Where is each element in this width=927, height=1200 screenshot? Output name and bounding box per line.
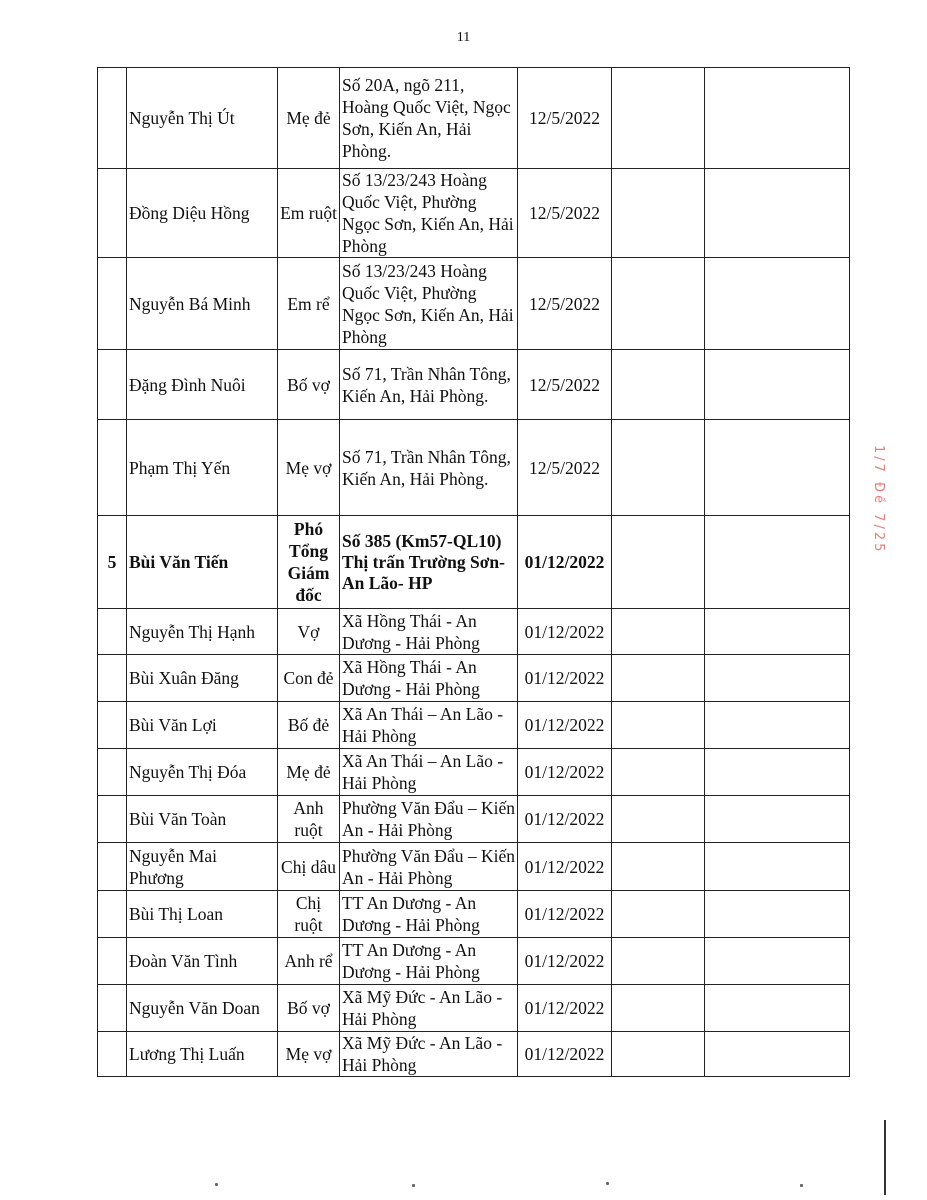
person-name-cell: Lương Thị Luấn bbox=[127, 1032, 278, 1077]
side-stamp-mark: 1/7 Đề 7/25 bbox=[871, 445, 886, 555]
address-cell: Số 71, Trần Nhân Tông, Kiến An, Hải Phòng. bbox=[340, 420, 518, 516]
empty-cell bbox=[612, 749, 705, 796]
page-number: 11 bbox=[456, 30, 471, 45]
table-row bbox=[98, 702, 850, 749]
table-body bbox=[98, 68, 850, 1077]
table-row bbox=[98, 843, 850, 891]
person-name-cell: Nguyễn Bá Minh bbox=[127, 258, 278, 350]
address-cell: Số 385 (Km57-QL10) Thị trấn Trường Sơn- An Lão- HP bbox=[340, 516, 518, 609]
table-row bbox=[98, 749, 850, 796]
row-number-cell bbox=[98, 609, 127, 655]
relationship-cell: Chị ruột bbox=[278, 891, 340, 938]
empty-cell bbox=[705, 1032, 850, 1077]
scan-edge-line bbox=[884, 1120, 886, 1195]
empty-cell bbox=[612, 938, 705, 985]
table-row bbox=[98, 516, 850, 609]
relationship-cell: Mẹ vợ bbox=[278, 1032, 340, 1077]
empty-cell bbox=[705, 169, 850, 258]
address-cell: Phường Văn Đẩu – Kiến An - Hải Phòng bbox=[340, 843, 518, 891]
date-cell: 01/12/2022 bbox=[518, 891, 612, 938]
person-name-cell: Nguyễn Mai Phương bbox=[127, 843, 278, 891]
relationship-cell: Mẹ đẻ bbox=[278, 68, 340, 169]
empty-cell bbox=[705, 702, 850, 749]
person-name-cell: Nguyễn Thị Hạnh bbox=[127, 609, 278, 655]
scan-speck bbox=[606, 1182, 609, 1185]
relationship-cell: Anh ruột bbox=[278, 796, 340, 843]
empty-cell bbox=[705, 420, 850, 516]
empty-cell bbox=[705, 609, 850, 655]
row-number-cell bbox=[98, 796, 127, 843]
date-cell: 12/5/2022 bbox=[518, 420, 612, 516]
address-cell: Xã Hồng Thái - An Dương - Hải Phòng bbox=[340, 655, 518, 702]
table-row bbox=[98, 985, 850, 1032]
table-row bbox=[98, 258, 850, 350]
person-name-cell: Bùi Văn Lợi bbox=[127, 702, 278, 749]
date-cell: 12/5/2022 bbox=[518, 169, 612, 258]
table-row bbox=[98, 609, 850, 655]
person-name-cell: Đồng Diệu Hồng bbox=[127, 169, 278, 258]
person-name-cell: Đoàn Văn Tình bbox=[127, 938, 278, 985]
empty-cell bbox=[612, 843, 705, 891]
relationship-cell: Bố vợ bbox=[278, 350, 340, 420]
address-cell: Xã Mỹ Đức - An Lão - Hải Phòng bbox=[340, 1032, 518, 1077]
relationship-cell: Con đẻ bbox=[278, 655, 340, 702]
scan-speck bbox=[215, 1183, 218, 1186]
relationship-cell: Bố đẻ bbox=[278, 702, 340, 749]
scan-speck bbox=[800, 1184, 803, 1187]
date-cell: 01/12/2022 bbox=[518, 516, 612, 609]
row-number-cell bbox=[98, 891, 127, 938]
empty-cell bbox=[612, 350, 705, 420]
table-row bbox=[98, 169, 850, 258]
relatives-table bbox=[97, 67, 850, 1077]
address-cell: Xã Mỹ Đức - An Lão - Hải Phòng bbox=[340, 985, 518, 1032]
row-number-cell bbox=[98, 938, 127, 985]
empty-cell bbox=[612, 169, 705, 258]
empty-cell bbox=[612, 420, 705, 516]
relationship-cell: Chị dâu bbox=[278, 843, 340, 891]
date-cell: 01/12/2022 bbox=[518, 843, 612, 891]
person-name-cell: Phạm Thị Yến bbox=[127, 420, 278, 516]
empty-cell bbox=[612, 516, 705, 609]
empty-cell bbox=[612, 702, 705, 749]
relationship-cell: Mẹ vợ bbox=[278, 420, 340, 516]
row-number-cell bbox=[98, 420, 127, 516]
address-cell: Xã An Thái – An Lão - Hải Phòng bbox=[340, 702, 518, 749]
empty-cell bbox=[612, 1032, 705, 1077]
table-row bbox=[98, 938, 850, 985]
empty-cell bbox=[705, 796, 850, 843]
empty-cell bbox=[705, 749, 850, 796]
row-number-cell bbox=[98, 655, 127, 702]
address-cell: TT An Dương - An Dương - Hải Phòng bbox=[340, 891, 518, 938]
empty-cell bbox=[705, 985, 850, 1032]
empty-cell bbox=[705, 938, 850, 985]
relationship-cell: Mẹ đẻ bbox=[278, 749, 340, 796]
empty-cell bbox=[612, 655, 705, 702]
address-cell: Phường Văn Đẩu – Kiến An - Hải Phòng bbox=[340, 796, 518, 843]
person-name-cell: Bùi Thị Loan bbox=[127, 891, 278, 938]
date-cell: 01/12/2022 bbox=[518, 985, 612, 1032]
address-cell: Số 71, Trần Nhân Tông, Kiến An, Hải Phòng. bbox=[340, 350, 518, 420]
row-number-cell bbox=[98, 843, 127, 891]
address-cell: TT An Dương - An Dương - Hải Phòng bbox=[340, 938, 518, 985]
person-name-cell: Bùi Văn Toàn bbox=[127, 796, 278, 843]
table-row bbox=[98, 655, 850, 702]
address-cell: Xã Hồng Thái - An Dương - Hải Phòng bbox=[340, 609, 518, 655]
person-name-cell: Nguyễn Văn Doan bbox=[127, 985, 278, 1032]
empty-cell bbox=[705, 843, 850, 891]
date-cell: 01/12/2022 bbox=[518, 749, 612, 796]
table-row bbox=[98, 68, 850, 169]
table-row bbox=[98, 1032, 850, 1077]
row-number-cell bbox=[98, 350, 127, 420]
empty-cell bbox=[612, 68, 705, 169]
relationship-cell: Em ruột bbox=[278, 169, 340, 258]
empty-cell bbox=[705, 350, 850, 420]
table-row bbox=[98, 796, 850, 843]
relationship-cell: Bố vợ bbox=[278, 985, 340, 1032]
row-number-cell: 5 bbox=[98, 516, 127, 609]
person-name-cell: Nguyễn Thị Đóa bbox=[127, 749, 278, 796]
row-number-cell bbox=[98, 169, 127, 258]
table-row bbox=[98, 891, 850, 938]
row-number-cell bbox=[98, 68, 127, 169]
empty-cell bbox=[705, 516, 850, 609]
row-number-cell bbox=[98, 749, 127, 796]
person-name-cell: Bùi Xuân Đăng bbox=[127, 655, 278, 702]
person-name-cell: Đặng Đình Nuôi bbox=[127, 350, 278, 420]
date-cell: 01/12/2022 bbox=[518, 1032, 612, 1077]
scan-speck bbox=[412, 1184, 415, 1187]
empty-cell bbox=[612, 796, 705, 843]
address-cell: Xã An Thái – An Lão - Hải Phòng bbox=[340, 749, 518, 796]
empty-cell bbox=[705, 68, 850, 169]
date-cell: 01/12/2022 bbox=[518, 655, 612, 702]
address-cell: Số 13/23/243 Hoàng Quốc Việt, Phường Ngọc Sơn, Kiến An, Hải Phòng bbox=[340, 258, 518, 350]
date-cell: 01/12/2022 bbox=[518, 609, 612, 655]
person-name-cell: Bùi Văn Tiến bbox=[127, 516, 278, 609]
date-cell: 12/5/2022 bbox=[518, 258, 612, 350]
relationship-cell: Anh rể bbox=[278, 938, 340, 985]
relationship-cell: Vợ bbox=[278, 609, 340, 655]
empty-cell bbox=[612, 609, 705, 655]
date-cell: 01/12/2022 bbox=[518, 702, 612, 749]
empty-cell bbox=[705, 655, 850, 702]
empty-cell bbox=[612, 985, 705, 1032]
empty-cell bbox=[612, 258, 705, 350]
empty-cell bbox=[612, 891, 705, 938]
date-cell: 01/12/2022 bbox=[518, 938, 612, 985]
table-row bbox=[98, 350, 850, 420]
relationship-cell: Em rể bbox=[278, 258, 340, 350]
date-cell: 12/5/2022 bbox=[518, 350, 612, 420]
row-number-cell bbox=[98, 702, 127, 749]
row-number-cell bbox=[98, 985, 127, 1032]
row-number-cell bbox=[98, 1032, 127, 1077]
person-name-cell: Nguyễn Thị Út bbox=[127, 68, 278, 169]
date-cell: 01/12/2022 bbox=[518, 796, 612, 843]
address-cell: Số 20A, ngõ 211, Hoàng Quốc Việt, Ngọc Sơn, Kiến An, Hải Phòng. bbox=[340, 68, 518, 169]
relationship-cell: Phó Tổng Giám đốc bbox=[278, 516, 340, 609]
empty-cell bbox=[705, 891, 850, 938]
table-row bbox=[98, 420, 850, 516]
row-number-cell bbox=[98, 258, 127, 350]
date-cell: 12/5/2022 bbox=[518, 68, 612, 169]
address-cell: Số 13/23/243 Hoàng Quốc Việt, Phường Ngọc Sơn, Kiến An, Hải Phòng bbox=[340, 169, 518, 258]
empty-cell bbox=[705, 258, 850, 350]
